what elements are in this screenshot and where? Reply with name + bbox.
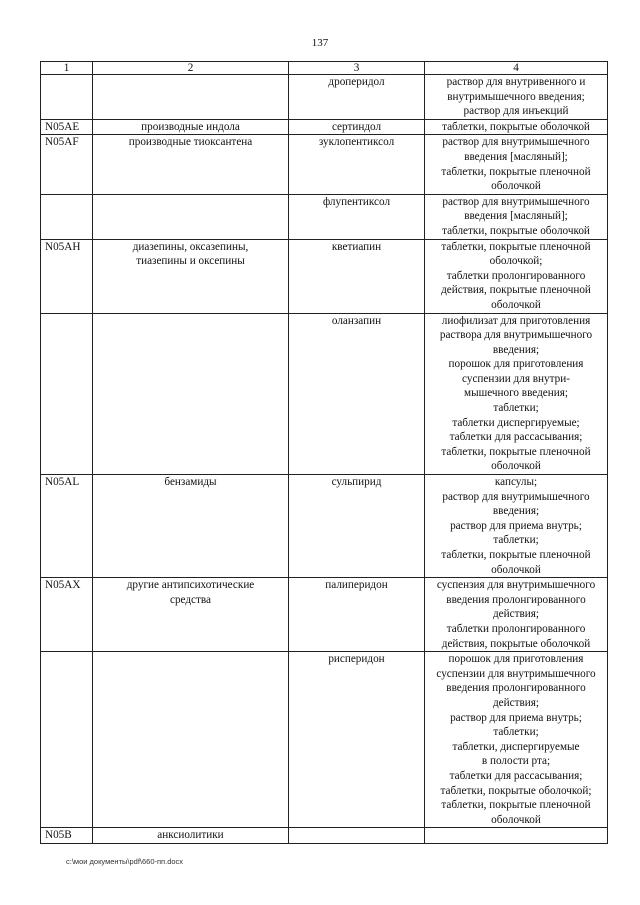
dosage-form-line: действия, покрытые оболочкой	[441, 637, 591, 650]
dosage-form-line: таблетки для рассасывания;	[449, 431, 583, 444]
dosage-form-line: введения;	[492, 343, 540, 356]
dosage-form-line: таблетки, покрытые пленочной	[441, 549, 591, 561]
header-cell-4: 4	[425, 62, 608, 75]
group-name-line: другие антипсихотические	[126, 579, 255, 592]
dosage-form-line: порошок для приготовления	[448, 358, 584, 371]
dosage-form-line: таблетки, покрытые оболочкой;	[440, 784, 592, 797]
group-name-line: производные тиоксантена	[128, 136, 253, 149]
dosage-form-cell	[425, 828, 608, 844]
drug-name-cell: кветиапин	[289, 239, 425, 313]
table-row	[41, 652, 608, 828]
table-row	[41, 313, 608, 475]
dosage-form-line: оболочкой;	[489, 255, 543, 268]
dosage-form-line: раствор для приема внутрь;	[450, 711, 582, 724]
table-row	[41, 75, 608, 120]
dosage-form-line: таблетки диспергируемые;	[452, 416, 580, 429]
drug-name-cell: рисперидон	[289, 652, 425, 828]
dosage-form-line: раствор для инъекций	[463, 105, 569, 118]
dosage-form-line: таблетки пролонгированного	[446, 269, 586, 282]
dosage-form-line: оболочкой	[491, 563, 541, 576]
table-row	[41, 119, 608, 135]
footer-file-path: c:\мои документы\pdf\660-пп.docx	[66, 857, 184, 866]
group-name-cell	[93, 313, 289, 475]
header-cell-2: 2	[93, 62, 289, 75]
dosage-form-cell	[425, 578, 608, 652]
dosage-form-line: оболочкой	[491, 813, 541, 826]
dosage-form-line: введения пролонгированного	[446, 593, 586, 606]
dosage-form-line: таблетки, покрытые пленочной	[441, 799, 591, 812]
table-header-row	[41, 62, 608, 75]
drug-name-cell: зуклопентиксол	[289, 135, 425, 194]
dosage-form-line: таблетки, покрытые оболочкой	[442, 224, 590, 237]
dosage-form-line: капсулы;	[494, 476, 538, 489]
dosage-form-line: таблетки пролонгированного	[446, 622, 586, 635]
atc-code-cell: N05AL	[41, 475, 93, 578]
dosage-form-line: порошок для приготовления	[448, 653, 584, 666]
group-name-cell	[93, 135, 289, 194]
dosage-form-line: таблетки для рассасывания;	[449, 769, 583, 782]
drug-name-cell: оланзапин	[289, 313, 425, 475]
dosage-form-line: действия;	[492, 608, 540, 621]
table-row	[41, 239, 608, 313]
page-number: 137	[311, 37, 329, 49]
dosage-form-cell	[425, 313, 608, 475]
group-name-cell	[93, 578, 289, 652]
dosage-form-line: суспензии для внутри-	[462, 372, 570, 385]
dosage-form-line: внутримышечного введения;	[447, 90, 585, 103]
dosage-form-line: таблетки, диспергируемые	[452, 740, 580, 753]
dosage-form-line: раствор для внутримышечного	[442, 490, 590, 503]
group-name-line: средства	[169, 593, 212, 606]
atc-code-cell	[41, 313, 93, 475]
atc-code-cell: N05AE	[41, 119, 93, 135]
dosage-form-line: введения [масляный];	[464, 210, 568, 223]
table-row	[41, 828, 608, 844]
dosage-form-line: введения пролонгированного	[446, 682, 586, 695]
dosage-form-line: оболочкой	[491, 298, 541, 311]
drug-name-cell: флупентиксол	[289, 194, 425, 239]
dosage-form-line: введения [масляный];	[464, 150, 568, 163]
group-name-cell	[93, 119, 289, 135]
group-name-cell	[93, 475, 289, 578]
group-name-cell	[93, 75, 289, 120]
dosage-form-line: действия, покрытые пленочной	[441, 284, 591, 297]
drug-name-cell: сульпирид	[289, 475, 425, 578]
dosage-form-line: таблетки, покрытые оболочкой	[442, 120, 590, 133]
atc-code-cell: N05B	[41, 828, 93, 844]
atc-code-cell	[41, 75, 93, 120]
dosage-form-line: раствор для внутримышечного	[442, 195, 590, 208]
group-name-line: анксиолитики	[157, 829, 224, 842]
dosage-form-cell	[425, 194, 608, 239]
atc-code-cell: N05AX	[41, 578, 93, 652]
header-cell-3: 3	[289, 62, 425, 75]
dosage-form-cell	[425, 135, 608, 194]
dosage-form-line: мышечного введения;	[463, 387, 568, 400]
dosage-form-cell	[425, 239, 608, 313]
dosage-form-line: введения;	[492, 505, 540, 518]
table-row	[41, 578, 608, 652]
group-name-line: производные индола	[141, 120, 240, 133]
dosage-form-line: лиофилизат для приготовления	[441, 314, 591, 327]
drug-table	[40, 61, 608, 844]
group-name-cell	[93, 828, 289, 844]
atc-code-cell: N05AH	[41, 239, 93, 313]
dosage-form-line: суспензия для внутримышечного	[436, 579, 596, 592]
group-name-cell	[93, 239, 289, 313]
header-cell-1: 1	[41, 62, 93, 75]
dosage-form-cell	[425, 119, 608, 135]
atc-code-cell	[41, 194, 93, 239]
dosage-form-line: таблетки;	[493, 726, 539, 739]
dosage-form-line: раствор для внутримышечного	[442, 136, 590, 149]
drug-name-cell: сертиндол	[289, 119, 425, 135]
dosage-form-line: оболочкой	[491, 460, 541, 473]
dosage-form-line: таблетки;	[493, 402, 539, 415]
table-row	[41, 135, 608, 194]
group-name-line: тиазепины и оксепины	[136, 255, 245, 268]
atc-code-cell	[41, 652, 93, 828]
dosage-form-line: оболочкой	[491, 180, 541, 193]
dosage-form-line: раствор для внутривенного и	[446, 76, 586, 88]
dosage-form-line: таблетки, покрытые пленочной	[441, 165, 591, 178]
dosage-form-line: раствора для внутримышечного	[439, 329, 593, 342]
dosage-form-line: в полости рта;	[481, 755, 551, 768]
dosage-form-line: таблетки;	[493, 534, 539, 547]
table-row	[41, 194, 608, 239]
dosage-form-line: таблетки, покрытые пленочной	[441, 240, 591, 253]
dosage-form-line: действия;	[492, 696, 540, 709]
group-name-line: диазепины, оксазепины,	[132, 240, 249, 253]
dosage-form-cell	[425, 475, 608, 578]
drug-name-cell: дроперидол	[289, 75, 425, 120]
drug-name-cell	[289, 828, 425, 844]
dosage-form-line: таблетки, покрытые пленочной	[441, 445, 591, 458]
dosage-form-cell	[425, 75, 608, 120]
drug-name-cell: палиперидон	[289, 578, 425, 652]
group-name-cell	[93, 652, 289, 828]
table-row	[41, 475, 608, 578]
group-name-cell	[93, 194, 289, 239]
dosage-form-cell	[425, 652, 608, 828]
dosage-form-line: суспензии для внутримышечного	[436, 667, 596, 680]
group-name-line: бензамиды	[164, 476, 217, 489]
dosage-form-line: раствор для приема внутрь;	[450, 519, 582, 532]
atc-code-cell: N05AF	[41, 135, 93, 194]
